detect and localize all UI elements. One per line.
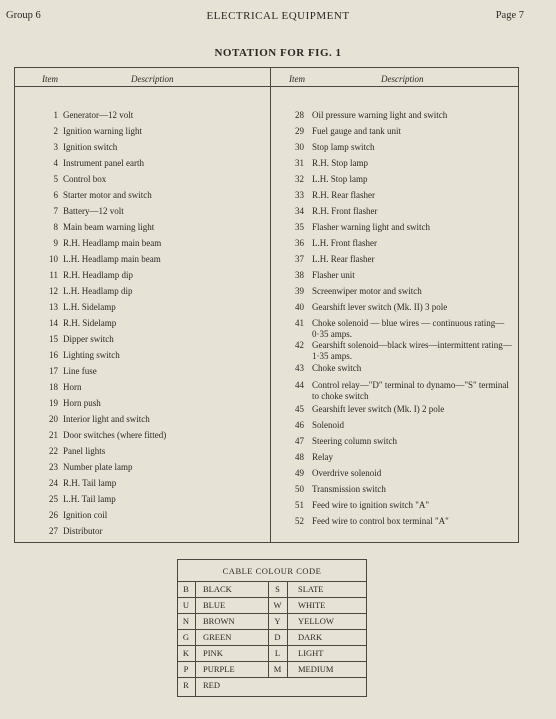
item-description: Ignition warning light [63,126,142,136]
item-description: L.H. Tail lamp [63,494,116,504]
cable-colour-code-title: CABLE COLOUR CODE [222,566,322,576]
item-number: 35 [295,222,304,232]
item-number: 23 [49,462,58,472]
item-description: L.H. Sidelamp [63,302,116,312]
item-number: 15 [49,334,58,344]
colour-code-letter: P [183,664,189,674]
colour-name: BROWN [203,616,235,626]
item-description: Instrument panel earth [63,158,144,168]
page-number: Page 7 [495,10,524,21]
item-description: Stop lamp switch [312,142,375,152]
colour-code-letter: U [182,600,190,610]
colour-name: SLATE [298,584,324,594]
item-description: Flasher warning light and switch [312,222,430,232]
item-description: Interior light and switch [63,414,150,424]
item-description: R.H. Sidelamp [63,318,117,328]
item-number: 46 [295,420,304,430]
item-number: 7 [53,206,58,216]
item-description: L.H. Rear flasher [312,254,375,264]
colour-code-letter: B [183,584,189,594]
item-number: 42 [295,340,304,350]
item-description: Door switches (where fitted) [63,430,167,440]
colour-code-letter: G [182,632,190,642]
item-number: 1 [53,110,58,120]
colour-name: WHITE [298,600,326,610]
item-description: Line fuse [63,366,97,376]
item-number: 34 [295,206,304,216]
colour-code-letter: K [182,648,190,658]
item-number: 48 [295,452,304,462]
item-number: 49 [295,468,304,478]
left-description-header: Description [131,74,174,84]
item-description: Flasher unit [312,270,355,280]
item-number: 27 [49,526,58,536]
item-description: Battery—12 volt [63,206,124,216]
colour-name: RED [203,680,220,690]
item-description: Relay [312,452,333,462]
colour-name: BLACK [203,584,232,594]
item-description: Steering column switch [312,436,397,446]
colour-name: PINK [203,648,223,658]
item-number: 30 [295,142,304,152]
item-number: 12 [49,286,58,296]
item-description: Gearshift lever switch (Mk. I) 2 pole [312,404,445,414]
item-description: Feed wire to control box terminal "A" [312,516,449,526]
item-description: R.H. Stop lamp [312,158,369,168]
item-number: 21 [49,430,58,440]
item-number: 18 [49,382,58,392]
item-description: R.H. Headlamp dip [63,270,133,280]
item-description: Oil pressure warning light and switch [312,110,448,120]
item-number: 51 [295,500,304,510]
column-rule [195,581,196,697]
item-number: 28 [295,110,304,120]
item-description: Horn [63,382,82,392]
item-number: 22 [49,446,58,456]
item-description: R.H. Front flasher [312,206,378,216]
item-number: 19 [49,398,58,408]
item-description: L.H. Stop lamp [312,174,368,184]
item-description: R.H. Rear flasher [312,190,375,200]
colour-code-letter: M [273,664,282,674]
colour-code-letter: Y [274,616,281,626]
item-number: 29 [295,126,304,136]
item-number: 26 [49,510,58,520]
item-description: Choke solenoid — blue wires — continuous rating—0·35 amps. [312,318,505,339]
item-number: 25 [49,494,58,504]
item-number: 44 [295,380,304,390]
item-description: L.H. Front flasher [312,238,377,248]
item-number: 52 [295,516,304,526]
item-description: Feed wire to ignition switch "A" [312,500,430,510]
row-rule [177,677,367,678]
colour-name: YELLOW [298,616,334,626]
item-description: Gearshift solenoid—black wires—intermittent rating—1·35 amps. [312,340,512,361]
item-description: Overdrive solenoid [312,468,382,478]
colour-code-letter: S [275,584,280,594]
column-rule [287,581,288,677]
header-rule [14,86,519,87]
item-description: Main beam warning light [63,222,155,232]
item-number: 31 [295,158,304,168]
item-number: 6 [53,190,58,200]
column-rule [268,581,269,677]
item-number: 3 [53,142,58,152]
item-number: 17 [49,366,58,376]
item-number: 11 [49,270,58,280]
item-description: Choke switch [312,363,362,373]
item-number: 10 [49,254,58,264]
item-description: Distributor [63,526,103,536]
row-rule [177,613,367,614]
colour-name: MEDIUM [298,664,334,674]
item-number: 14 [49,318,58,328]
item-description: L.H. Headlamp dip [63,286,133,296]
item-number: 13 [49,302,58,312]
item-number: 40 [295,302,304,312]
row-rule [177,581,367,582]
section-title: ELECTRICAL EQUIPMENT [206,10,350,22]
item-number: 50 [295,484,304,494]
group-label: Group 6 [6,10,41,21]
item-number: 16 [49,350,58,360]
item-number: 2 [53,126,58,136]
item-number: 47 [295,436,304,446]
colour-name: LIGHT [298,648,324,658]
item-number: 41 [295,318,304,328]
item-number: 4 [53,158,58,168]
item-description: R.H. Tail lamp [63,478,117,488]
colour-code-letter: W [273,600,282,610]
item-description: Ignition coil [63,510,108,520]
right-description-header: Description [381,74,424,84]
item-number: 32 [295,174,304,184]
item-number: 5 [53,174,58,184]
item-number: 39 [295,286,304,296]
row-rule [177,629,367,630]
item-description: Transmission switch [312,484,386,494]
colour-name: BLUE [203,600,226,610]
item-number: 8 [53,222,58,232]
row-rule [177,645,367,646]
item-description: Screenwiper motor and switch [312,286,422,296]
row-rule [177,597,367,598]
colour-name: DARK [298,632,323,642]
item-description: Control relay—"D" terminal to dynamo—"S" terminal to choke switch [312,380,509,401]
item-description: Number plate lamp [63,462,133,472]
item-description: Dipper switch [63,334,114,344]
item-number: 37 [295,254,304,264]
item-description: Panel lights [63,446,106,456]
item-description: Solenoid [312,420,345,430]
item-number: 9 [53,238,58,248]
item-description: Ignition switch [63,142,118,152]
colour-name: GREEN [203,632,232,642]
item-number: 43 [295,363,304,373]
item-description: Gearshift lever switch (Mk. II) 3 pole [312,302,448,312]
item-description: Control box [63,174,107,184]
column-divider [270,67,271,543]
item-description: Generator—12 volt [63,110,134,120]
colour-code-letter: L [274,648,281,658]
colour-code-letter: N [182,616,190,626]
figure-title: NOTATION FOR FIG. 1 [214,47,342,59]
item-description: R.H. Headlamp main beam [63,238,162,248]
item-description: Horn push [63,398,101,408]
item-description: Lighting switch [63,350,120,360]
item-number: 36 [295,238,304,248]
item-description: L.H. Headlamp main beam [63,254,161,264]
colour-name: PURPLE [203,664,235,674]
item-number: 33 [295,190,304,200]
item-number: 45 [295,404,304,414]
right-item-header: Item [289,74,305,84]
left-item-header: Item [42,74,58,84]
item-number: 20 [49,414,58,424]
item-description: Starter motor and switch [63,190,152,200]
item-number: 24 [49,478,58,488]
item-number: 38 [295,270,304,280]
item-description: Fuel gauge and tank unit [312,126,401,136]
colour-code-letter: R [183,680,189,690]
colour-code-letter: D [274,632,281,642]
row-rule [177,661,367,662]
